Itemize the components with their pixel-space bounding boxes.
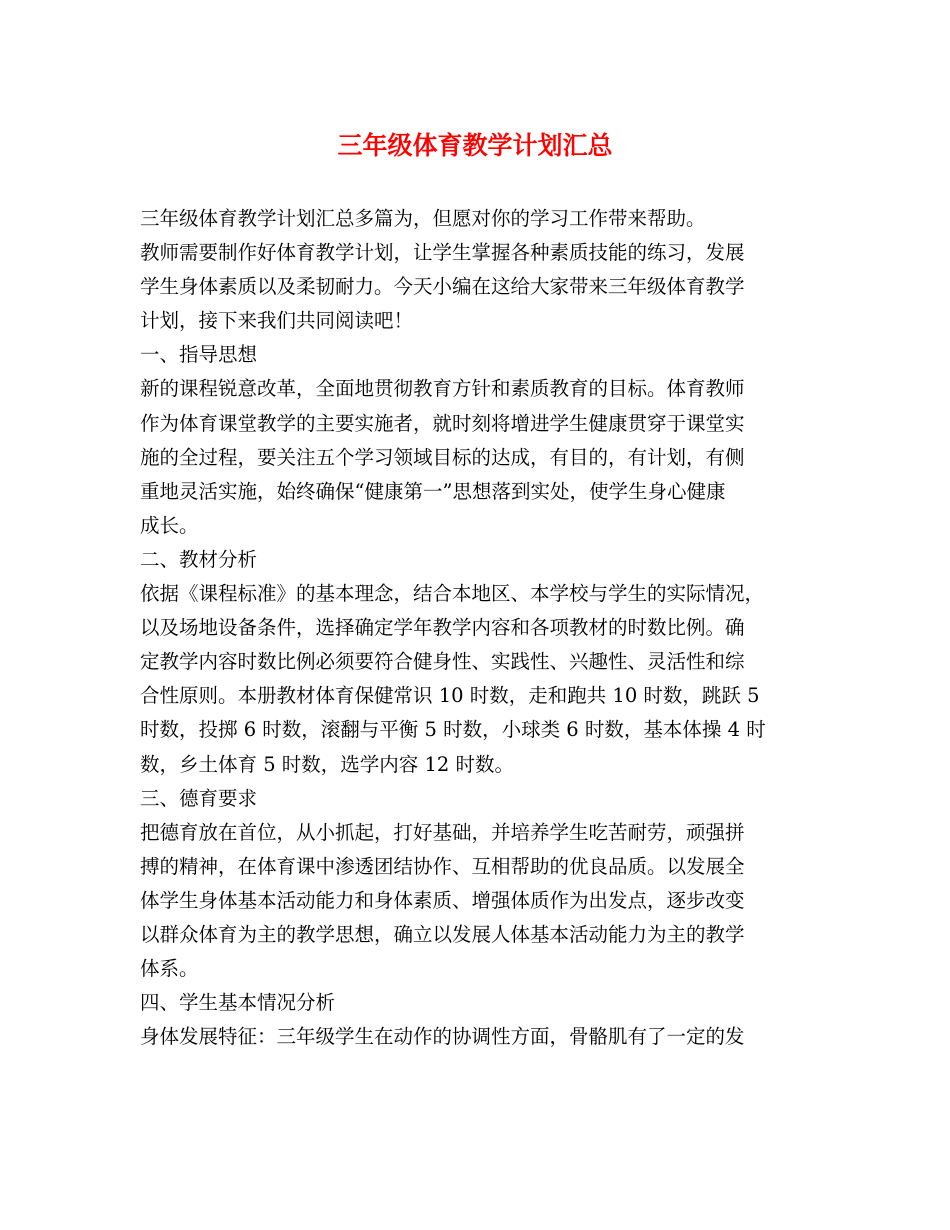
text-line: 依据《课程标准》的基本理念，结合本地区、本学校与学生的实际情况， [140,582,765,606]
text-line: 把德育放在首位，从小抓起，打好基础，并培养学生吃苦耐劳，顽强拼 [140,820,745,844]
text-line: 作为体育课堂教学的主要实施者，就时刻将增进学生健康贯穿于课堂实 [140,411,745,435]
text-line: 体学生身体基本活动能力和身体素质、增强体质作为出发点，逐步改变 [140,888,745,912]
text-line: 新的课程锐意改革，全面地贯彻教育方针和素质教育的目标。体育教师 [140,377,745,401]
text-line: 以及场地设备条件，选择确定学年教学内容和各项教材的时数比例。确 [140,616,745,640]
text-line: 三年级体育教学计划汇总多篇为，但愿对你的学习工作带来帮助。 [140,207,706,230]
text-line: 二、教材分析 [140,547,258,571]
text-line: 定教学内容时数比例必须要符合健身性、实践性、兴趣性、灵活性和综 [140,650,745,674]
text-line: 时数，投掷 6 时数，滚翻与平衡 5 时数，小球类 6 时数，基本体操 4 时 [140,718,766,742]
text-line: 成长。 [140,513,199,537]
text-line: 数，乡土体育 5 时数，选学内容 12 时数。 [140,752,515,776]
text-line: 身体发展特征：三年级学生在动作的协调性方面，骨骼肌有了一定的发 [140,1025,745,1049]
text-line: 四、学生基本情况分析 [140,991,336,1015]
document-title: 三年级体育教学计划汇总 [337,131,613,160]
text-line: 搏的精神，在体育课中渗透团结协作、互相帮助的优良品质。以发展全 [140,854,745,878]
text-line: 三、德育要求 [140,786,258,810]
text-line: 体系。 [140,957,199,981]
document-body [140,202,820,1054]
text-line: 重地灵活实施，始终确保“健康第一”思想落到实处，使学生身心健康 [140,479,726,503]
text-line: 教师需要制作好体育教学计划，让学生掌握各种素质技能的练习，发展 [140,241,745,265]
text-line: 计划，接下来我们共同阅读吧！ [140,309,414,333]
text-line: 以群众体育为主的教学思想，确立以发展人体基本活动能力为主的教学 [140,922,745,946]
text-line: 一、指导思想 [140,343,258,367]
text-line: 学生身体素质以及柔韧耐力。今天小编在这给大家带来三年级体育教学 [140,275,745,299]
text-line: 合性原则。本册教材体育保健常识 10 时数，走和跑共 10 时数，跳跃 5 [140,684,760,708]
text-line: 施的全过程，要关注五个学习领域目标的达成，有目的，有计划，有侧 [140,445,745,469]
